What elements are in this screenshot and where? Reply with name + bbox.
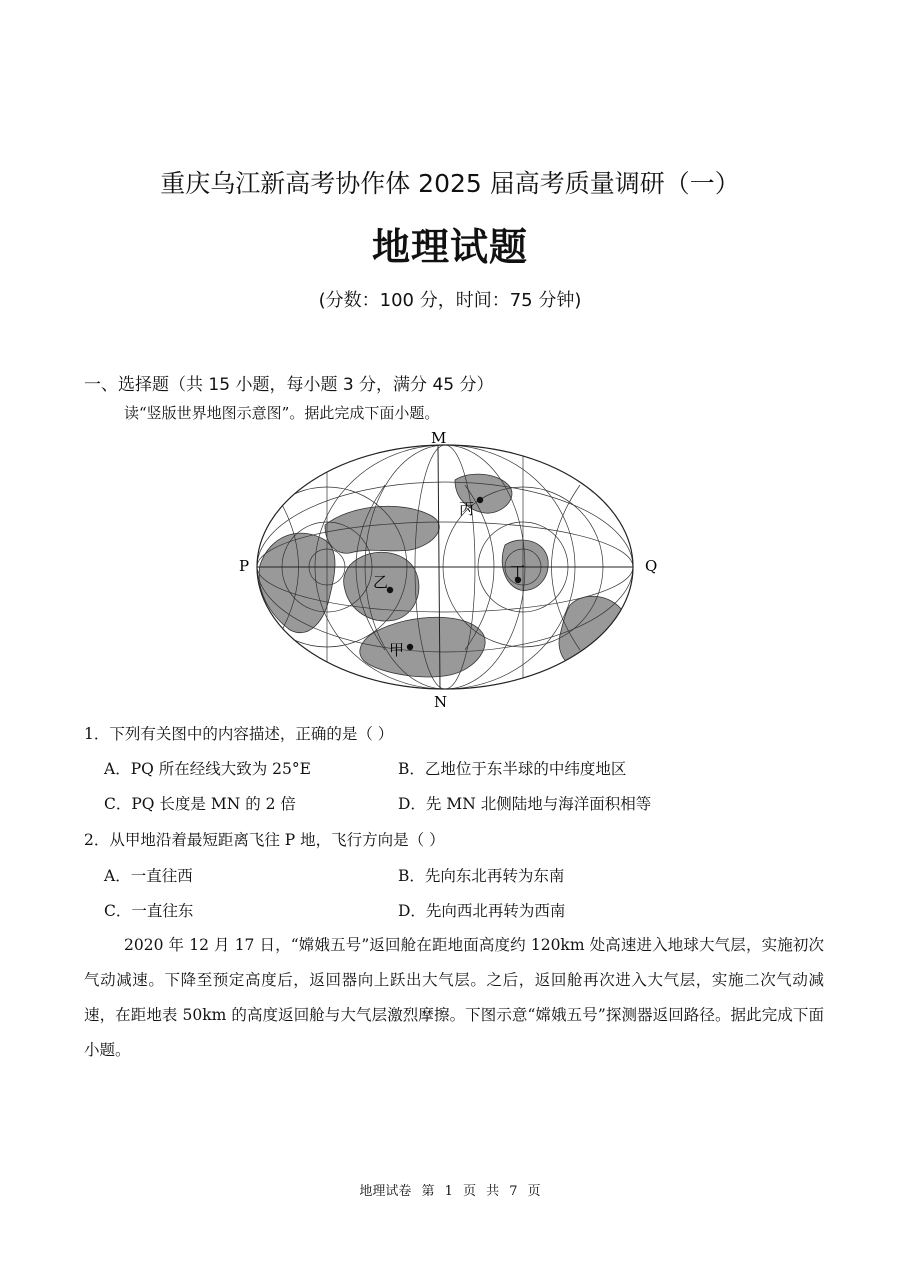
point-jia [407,644,413,650]
section-intro: 读“竖版世界地图示意图”。据此完成下面小题。 [124,404,440,422]
question-2-option-c: C．一直往东 [104,902,194,920]
section-heading: 一、选择题（共 15 小题，每小题 3 分，满分 45 分） [84,375,494,395]
label-p: P [239,557,250,575]
question-2-option-b: B．先向东北再转为东南 [398,867,565,885]
question-1-option-b: B．乙地位于东半球的中纬度地区 [398,760,627,778]
question-1-option-c: C．PQ 长度是 MN 的 2 倍 [104,795,296,813]
label-ding: 丁 [510,563,526,581]
question-2-option-a: A．一直往西 [104,867,193,885]
page-footer: 地理试卷 第 1 页 共 7 页 [359,1184,541,1199]
question-2-option-d: D．先向西北再转为西南 [398,902,566,920]
label-n: N [434,693,448,710]
label-q: Q [645,557,658,575]
label-m: M [431,429,447,447]
passage-text: 2020 年 12 月 17 日，“嫦娥五号”返回舱在距地面高度约 120km 处高速进入地球大气层，实施初次气动减速。下降至预定高度后，返回器向上跃出大气层。之后，返回舱再次进入大气层，实施二次气动减速，在距地表 50km 的高度返回舱与大气层激烈摩擦。下图示意“嫦娥五号”探测器返回路径。据此完成下面小题。 [84,936,824,1059]
label-bing: 丙 [459,500,475,518]
question-1-stem: 1．下列有关图中的内容描述，正确的是（ ） [84,725,394,743]
question-2-stem: 2．从甲地沿着最短距离飞往 P 地，飞行方向是（ ） [84,831,445,849]
label-jia: 甲 [389,641,405,659]
score-time-info: (分数：100 分，时间：75 分钟) [318,290,582,311]
label-yi: 乙 [373,573,389,591]
question-1-option-a: A．PQ 所在经线大致为 25°E [104,760,311,778]
subject-title: 地理试题 [371,225,528,269]
exam-title: 重庆乌江新高考协作体 2025 届高考质量调研（一） [160,169,740,198]
world-map-figure [230,425,670,710]
question-1-option-d: D．先 MN 北侧陆地与海洋面积相等 [398,795,652,813]
point-bing [477,497,483,503]
